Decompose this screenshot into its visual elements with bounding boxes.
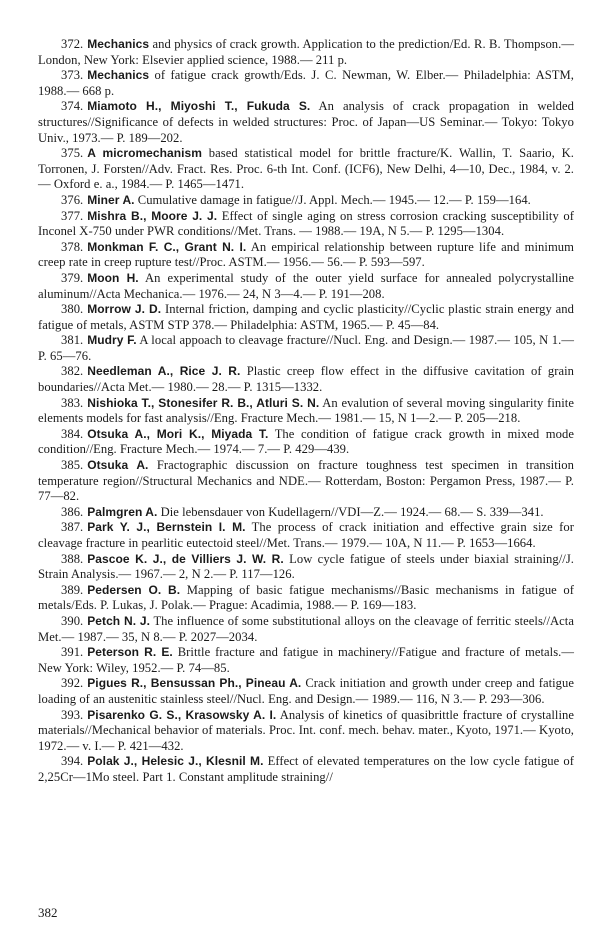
reference-number: 394.: [61, 754, 84, 769]
reference-list: [38, 37, 574, 786]
reference-text: Low cycle fatigue of steels under biaxial straining//J. Strain Analysis.— 1967.— 2, N 2.— P. 117—126.: [38, 551, 575, 582]
reference-text: Die lebensdauer von Kudellagern//VDI—Z.— 1924.— 68.— S. 339—341.: [160, 504, 544, 519]
reference-author: Pascoe K. J., de Villiers J. W. R.: [87, 551, 284, 566]
reference-author: Otsuka A.: [87, 458, 149, 473]
reference-number: 382.: [61, 364, 84, 379]
reference-text: Plastic creep flow effect in the diffusive cavitation of grain boundaries//Acta Met.— 1980.— 28.— P. 1315—1332.: [38, 364, 574, 395]
reference-author: Polak J., Helesic J., Klesnil M.: [87, 754, 264, 769]
reference-number: 378.: [61, 239, 84, 254]
reference-entry: [38, 193, 574, 209]
reference-entry: [38, 754, 574, 785]
reference-author: Moon H.: [87, 270, 139, 285]
reference-text: Internal friction, damping and cyclic plasticity//Cyclic plastic strain energy and fatigue of metals, ASTM STP 378.— Philadelphia: ASTM, 1965.— P. 45—84.: [38, 302, 574, 332]
reference-entry: [38, 614, 574, 645]
reference-number: 391.: [61, 645, 84, 660]
reference-entry: [38, 396, 574, 427]
reference-entry: [38, 209, 574, 240]
reference-number: 373.: [61, 68, 84, 83]
reference-number: 383.: [61, 395, 84, 410]
reference-entry: [38, 427, 574, 458]
reference-text: An analysis of crack propagation in welded structures//Significance of defects in welded structures: Proc. of Japan—US Seminar.— Tokyo: Tokyo Univ., 1973.— P. 189—202.: [38, 99, 574, 145]
reference-number: 387.: [61, 520, 84, 535]
reference-text: Effect of elevated temperatures on the low cycle fatigue of 2,25Cr—1Mo steel. Part 1. Constant amplitude straining//: [38, 754, 574, 784]
reference-entry: [38, 520, 574, 551]
reference-text: Mapping of basic fatigue mechanisms//Basic mechanisms in fatigue of metals/Eds. P. Lukas, J. Polak.— Prague: Acadimia, 1988.— P. 169—183.: [38, 582, 574, 613]
reference-entry: [38, 99, 574, 146]
reference-number: 380.: [61, 302, 84, 317]
reference-author: Pigues R., Bensussan Ph., Pineau A.: [87, 676, 302, 691]
reference-entry: [38, 676, 574, 707]
reference-author: Palmgren A.: [87, 504, 158, 519]
reference-text: A local appoach to cleavage fracture//Nucl. Eng. and Design.— 1987.— 105, N 1.— P. 65—76.: [38, 333, 574, 363]
reference-text: and physics of crack growth. Application to the prediction/Ed. R. B. Thompson.— London, New York: Elsevier applied science, 1988.— 211 p.: [38, 37, 574, 67]
reference-entry: [38, 68, 574, 99]
reference-entry: [38, 364, 574, 395]
reference-author: Pedersen O. B.: [87, 582, 181, 597]
reference-entry: [38, 240, 574, 271]
reference-number: 393.: [61, 707, 84, 722]
reference-number: 374.: [61, 99, 84, 114]
reference-text: Fractographic discussion on fracture toughness test specimen in transition temperature region//Structural Mechanics and NDE.— Rotterdam, Boston: Pergamon Press, 1987.— P. 77—82.: [38, 458, 574, 504]
reference-author: Peterson R. E.: [87, 645, 173, 660]
reference-text: The influence of some substitutional alloys on the cleavage of ferritic steels//Acta Met.— 1987.— 35, N 8.— P. 2027—2034.: [38, 613, 574, 644]
reference-number: 389.: [61, 582, 84, 597]
reference-entry: [38, 271, 574, 302]
reference-entry: [38, 302, 574, 333]
reference-entry: [38, 583, 574, 614]
reference-number: 388.: [61, 551, 84, 566]
reference-author: Monkman F. C., Grant N. I.: [87, 239, 247, 254]
reference-author: Nishioka T., Stonesifer R. B., Atluri S. N.: [87, 395, 320, 410]
reference-number: 372.: [61, 37, 84, 51]
reference-text: The process of crack initiation and effective grain size for cleavage fracture in pearlitic eutectoid steel//Met. Trans.— 1979.— 10A, N 11.— P. 1653—1664.: [38, 520, 574, 550]
reference-text: Cumulative damage in fatigue//J. Appl. Mech.— 1945.— 12.— P. 159—164.: [137, 192, 531, 207]
reference-author: Miner A.: [87, 192, 135, 207]
reference-text: The condition of fatigue crack growth in mixed mode condition//Eng. Fracture Mech.— 1974.— 7.— P. 429—439.: [38, 426, 574, 457]
reference-number: 392.: [61, 676, 84, 691]
reference-author: Otsuka A., Mori K., Miyada T.: [87, 426, 269, 441]
reference-author: Miamoto H., Miyoshi T., Fukuda S.: [87, 99, 311, 114]
reference-author: Mechanics: [87, 68, 150, 83]
reference-number: 376.: [61, 192, 84, 207]
reference-entry: [38, 505, 574, 521]
reference-author: Mudry F.: [87, 333, 137, 348]
reference-number: 385.: [61, 458, 84, 473]
reference-author: Morrow J. D.: [87, 302, 162, 317]
reference-author: Pisarenko G. S., Krasowsky A. I.: [87, 707, 277, 722]
reference-text: Analysis of kinetics of quasibrittle fracture of crystalline materials//Mechanical behavior of materials. Proc. Int. conf. mech. behav. mater., Kyoto, 1971.— Kyoto, 1972.— v. I.— P. 421—432.: [38, 707, 574, 753]
reference-text: Effect of single aging on stress corrosion cracking susceptibility of Inconel X-750 under PWR conditions//Met. Trans. — 1988.— 19A, N 5.— P. 1295—1304.: [38, 208, 574, 239]
reference-author: Petch N. J.: [87, 613, 151, 628]
reference-number: 379.: [61, 270, 84, 285]
reference-author: Mishra B., Moore J. J.: [87, 208, 218, 223]
reference-number: 377.: [61, 208, 84, 223]
reference-author: Needleman A., Rice J. R.: [87, 364, 241, 379]
reference-number: 386.: [61, 504, 84, 519]
reference-author: Mechanics: [87, 37, 150, 51]
reference-text: An evalution of several moving singularity finite elements models for fast analysis//Eng. Fracture Mech.— 1981.— 15, N 1—2.— P. 205—218.: [38, 395, 574, 426]
reference-text: An experimental study of the outer yield surface for annealed polycrystalline aluminum//Acta Mechanica.— 1976.— 24, N 3—4.— P. 191—208.: [38, 270, 574, 301]
reference-entry: [38, 37, 574, 68]
page-number: 382: [38, 905, 58, 920]
reference-entry: [38, 708, 574, 755]
reference-text: of fatigue crack growth/Eds. J. C. Newman, W. Elber.— Philadelphia: ASTM, 1988.— 668 p.: [38, 68, 574, 98]
reference-number: 390.: [61, 613, 84, 628]
reference-author: Park Y. J., Bernstein I. M.: [87, 520, 246, 535]
reference-number: 381.: [61, 333, 84, 348]
reference-text: Crack initiation and growth under creep and fatigue loading of an austenitic stainless steel//Nucl. Eng. and Design.— 1989.— 116, N 3.— P. 293—306.: [38, 676, 575, 706]
reference-author: A micromechanism: [87, 146, 202, 161]
reference-entry: [38, 333, 574, 364]
reference-text: based statistical model for brittle fracture/K. Wallin, T. Saario, K. Torronen, J. Forsten//Adv. Fract. Res. Proc. 6-th Int. Conf. (ICF6), New Delhi, 4—10, Dec., 1984, v. 2.— Oxford e. a., 1984.— P. 1465—1471.: [38, 146, 575, 192]
reference-text: Brittle fracture and fatigue in machinery//Fatigue and fracture of metals.— New York: Wiley, 1952.— P. 74—85.: [38, 645, 575, 675]
reference-entry: [38, 645, 574, 676]
reference-entry: [38, 458, 574, 505]
reference-number: 375.: [61, 146, 84, 161]
reference-entry: [38, 146, 574, 193]
reference-number: 384.: [61, 426, 84, 441]
reference-entry: [38, 552, 574, 583]
reference-text: An empirical relationship between rupture life and minimum creep rate in creep rupture test//Proc. ASTM.— 1956.— 56.— P. 593—597.: [38, 239, 574, 270]
